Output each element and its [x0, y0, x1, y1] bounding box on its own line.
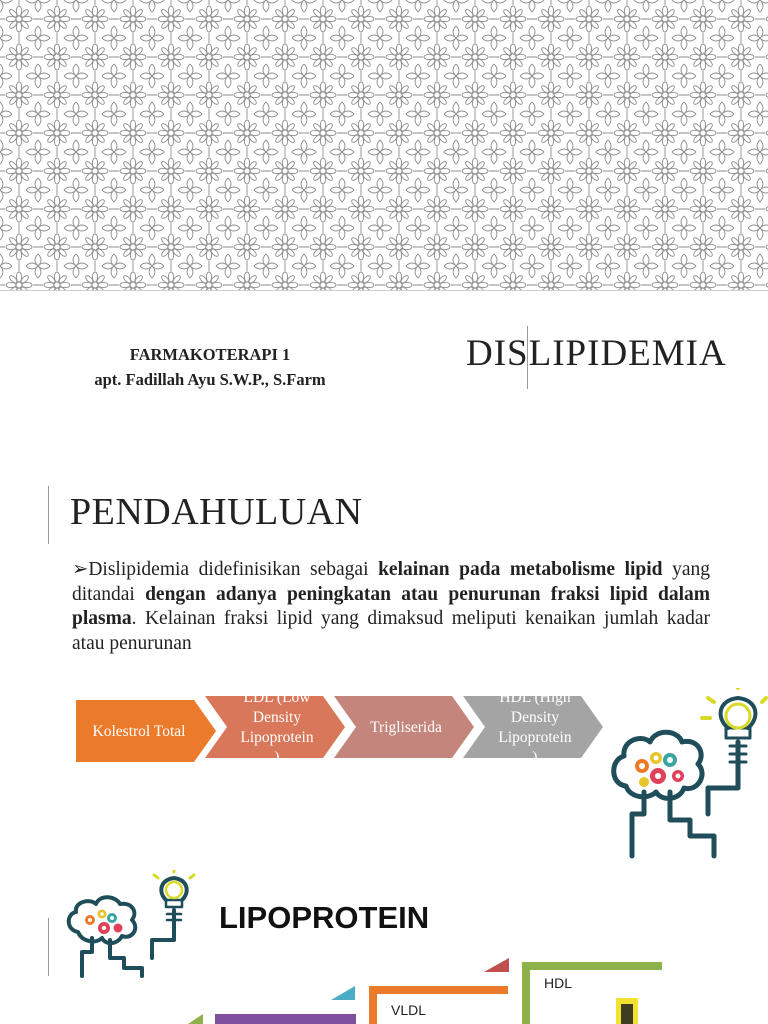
lipid-fraction-flow: [76, 689, 636, 766]
green-triangle-accent: [188, 1014, 203, 1024]
intro-text: yang ditandai: [72, 559, 710, 605]
purple-bracket: [215, 1014, 356, 1024]
intro-text: ➢Dislipidemia didefinisikan sebagai: [72, 559, 379, 580]
flow-step-label: Lipoprotein: [498, 729, 572, 746]
cyan-triangle-accent: [331, 986, 355, 1000]
hdl-bracket: [522, 962, 662, 1024]
red-triangle-accent: [484, 958, 509, 972]
flow-step-label: Density: [510, 709, 560, 726]
intro-emphasis: dengan adanya peningkatan atau penurunan fraksi lipid dalam plasma: [72, 583, 710, 629]
course-name: FARMAKOTERAPI 1: [129, 345, 291, 364]
flow-step-label: HDL (High: [499, 689, 571, 706]
vldl-label: VLDL: [391, 1002, 427, 1018]
section-title-lipoprotein: LIPOPROTEIN: [219, 900, 430, 935]
flow-step-label: ): [532, 749, 538, 766]
lecturer-name: apt. Fadillah Ayu S.W.P., S.Farm: [94, 370, 326, 389]
flow-step: [205, 689, 345, 766]
flow-step: [76, 700, 216, 762]
intro-paragraph: [72, 558, 710, 656]
intro-emphasis: kelainan pada metabolisme lipid: [378, 559, 663, 580]
intro-text: . Kelainan fraksi lipid yang dimaksud meliputi kenaikan jumlah kadar atau penurunan: [72, 608, 710, 654]
flow-step: [334, 696, 474, 758]
section-accent-bar: [48, 486, 49, 544]
flow-step-label: LDL (Low: [243, 689, 311, 706]
flow-step-label: ): [274, 749, 280, 766]
course-info: [30, 342, 390, 392]
flow-step: [463, 689, 603, 766]
flow-step-label: Kolestrol Total: [92, 723, 186, 740]
slide-title: DISLIPIDEMIA: [466, 333, 727, 374]
hdl-label: HDL: [544, 975, 573, 991]
lipoprotein-diagram: [0, 950, 768, 1024]
flow-step-label: Density: [252, 709, 302, 726]
flow-step-label: Lipoprotein: [240, 729, 314, 746]
section-title-pendahuluan: PENDAHULUAN: [70, 491, 363, 533]
flow-step-label: Trigliserida: [370, 719, 442, 736]
decorative-pattern-band: [0, 0, 768, 291]
vldl-bracket: [369, 986, 508, 1024]
brain-gears-icon: [604, 688, 768, 868]
